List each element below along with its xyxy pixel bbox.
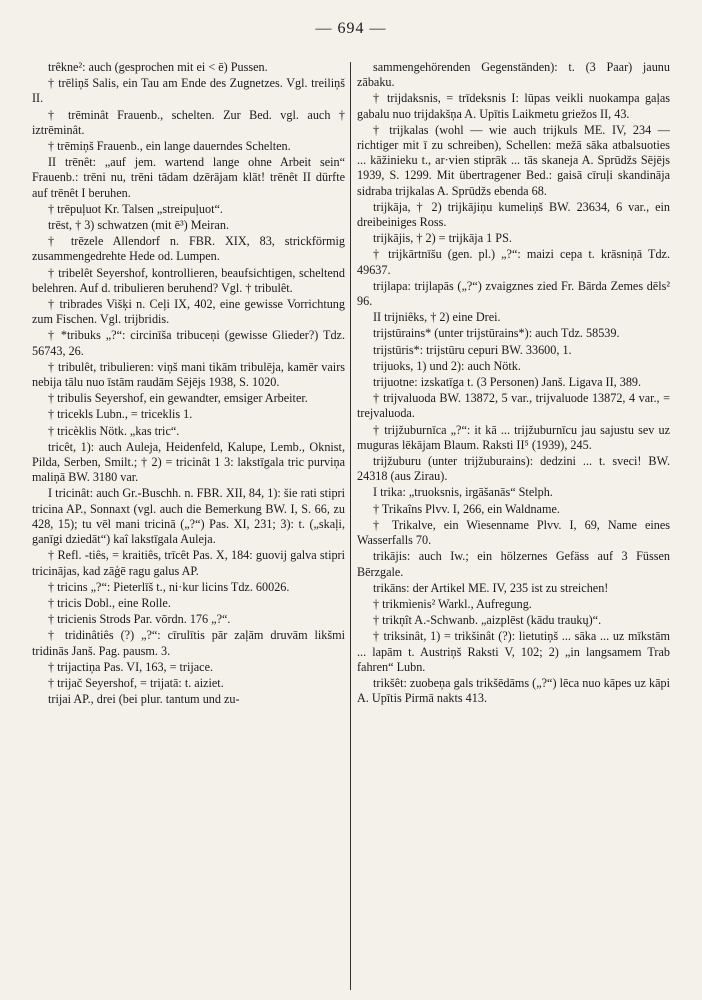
dictionary-entry: † trikņît A.-Schwanb. „aizplēst (kādu traukų)“. (373, 613, 602, 628)
dictionary-entry: † tricekls Lubn., = triceklis 1. (48, 407, 193, 422)
dictionary-entry: trijlapa: trijlapās („?“) zvaigznes zied Fr. Bārda Zemes dēls² 96. (357, 278, 670, 309)
dictionary-entry: † triksinât, 1) = trikšinât (?): lietutiņš ... sāka ... uz mīkstām ... lapām t. Austriņš Raksti V, 102; 2) „in langsamem Trab fahren“ Lubn. (357, 629, 670, 674)
dictionary-entry: † trēmiņš Frauenb., ein lange dauerndes Schelten. (48, 139, 291, 154)
dictionary-entry: trijstūrains* (unter trijstūrains*): auch Tdz. 58539. (373, 326, 620, 341)
dictionary-entry: † Trikaîns Plvv. I, 266, ein Waldname. (373, 501, 560, 516)
dictionary-entry: † trijkalas (wohl — wie auch trijkuls ME. IV, 234 — richtiger mit ī zu schreiben), Schellen: mežā sāka atbalsuoties ... kāžinieku t., ar·vien stiprāk ... tās skaneja A. Sprūdžs Sējējs 1939, S. 1299. Mit übertragener Bed.: gaisā cīruļi skandināja sidraba trijkalas A. Sprūdžs ebenda 68. (357, 122, 670, 198)
dictionary-entry: trijžuburu (unter trijžuburains): dedzini ... t. sveci! BW. 24318 (aus Zirau). (357, 454, 670, 484)
dictionary-entry: trijai AP., drei (bei plur. tantum und zu- (48, 692, 240, 707)
dictionary-entry: I trika: „truoksnis, irgāšanās“ Stelph. (373, 485, 553, 500)
dictionary-entry: trijstūris*: trijstūru cepuri BW. 33600, 1. (373, 342, 572, 357)
dictionary-entry: trijkājis, † 2) = trijkāja 1 PS. (373, 231, 512, 246)
dictionary-entry: † trijvaluoda BW. 13872, 5 var., trijvaluode 13872, 4 var., = trejvaluoda. (357, 391, 670, 421)
dictionary-entry: † tribulis Seyershof, ein gewandter, emsiger Arbeiter. (48, 391, 308, 406)
dictionary-entry: † trēliņš Salis, ein Tau am Ende des Zugnetzes. Vgl. treiliņš II. (32, 76, 345, 106)
column-divider (350, 62, 351, 990)
dictionary-entry: † trijkārtnīšu (gen. pl.) „?“: maizi cepa t. krāsniņā Tdz. 49637. (357, 247, 670, 277)
dictionary-entry: † trēminât Frauenb., schelten. Zur Bed. vgl. auch † iztrēminât. (32, 107, 345, 137)
dictionary-entry: † trijactiņa Pas. VI, 163, = trijace. (48, 659, 214, 674)
dictionary-entry: trēst, † 3) schwatzen (mit ē³) Meiran. (48, 218, 229, 233)
dictionary-entry: † tricèklis Nötk. „kas tric“. (48, 423, 180, 438)
dictionary-entry: † trikmìenis² Warkl., Aufregung. (373, 596, 532, 611)
dictionary-entry: † tricienis Strods Par. vōrdn. 176 „?“. (48, 612, 231, 627)
right-column (357, 60, 670, 995)
page-number: — 694 — (315, 20, 387, 37)
dictionary-entry: trikāns: der Artikel ME. IV, 235 ist zu streichen! (373, 580, 609, 595)
dictionary-entry: † tribrades Višķi n. Ceļi IX, 402, eine gewisse Vorrichtung zum Fischen. Vgl. trijbridis. (32, 297, 345, 327)
dictionary-entry: † tricins „?“: Pieterlīš t., ni·kur licins Tdz. 60026. (48, 579, 290, 594)
dictionary-entry: trikājis: auch Iw.; ein hölzernes Gefäss auf 3 Füssen Bērzgale. (357, 549, 670, 579)
dictionary-entry: † trēzele Allendorf n. FBR. XIX, 83, strickförmig zusammengedrehte Hede od. Lumpen. (32, 234, 345, 264)
dictionary-entry: II trijniêks, † 2) eine Drei. (373, 310, 501, 325)
dictionary-entry: trijuotne: izskatīga t. (3 Personen) Janš. Ligava II, 389. (373, 375, 642, 390)
dictionary-entry: trijuoks, 1) und 2): auch Nötk. (373, 358, 521, 373)
dictionary-entry: † trijdaksnis, = trīdeksnis I: lūpas veikli nuokampa gaļas gabalu nuo trijdakšņa A. Upītis Laikmetu griežos II, 43. (357, 91, 670, 121)
dictionary-entry: † trijač Seyershof, = trijatā: t. aiziet. (48, 675, 224, 690)
dictionary-entry: † trēpuļuot Kr. Talsen „streipuļuot“. (48, 201, 223, 216)
dictionary-entry: tricêt, 1): auch Auleja, Heidenfeld, Kalupe, Lemb., Oknist, Pilda, Serben, Smilt.; † 2) = tricinât 1 3: lakstīgala tric purviņa maliņā BW. 3180 var. (32, 439, 345, 485)
dictionary-entry: I tricinât: auch Gr.-Buschh. n. FBR. XII, 84, 1): šie rati stipri tricina AP., Sonnaxt (vgl. auch die Bemerkung BW. I, S. 66, zu 428, 15); tu vēl mani tricinā („?“) Pas. XI, 231; 3): t. („skaļi, ganīgi dziedāt“) kaî lakstīgala Auleja. (32, 486, 345, 547)
dictionary-entry: † Refl. -tiês, = kraitiês, trīcêt Pas. X, 184: guovij galva stipri tricinājas, kad zāģē ragu galus AP. (32, 548, 345, 578)
dictionary-entry: trikšêt: zuobeņa gals trikšēdāms („?“) lēca nuo kāpes uz kāpi A. Upītis Pirmā nakts 413. (357, 675, 670, 706)
dictionary-entry: † Trikalve, ein Wiesenname Plvv. I, 69, Name eines Wasserfalls 70. (357, 517, 670, 548)
dictionary-entry: † *tribuks „?“: circinīša tribuceņi (gewisse Glieder?) Tdz. 56743, 26. (32, 328, 345, 358)
dictionary-entry: trêkne²: auch (gesprochen mit ei < ē) Pussen. (48, 60, 268, 74)
dictionary-entry: † tricis Dobl., eine Rolle. (48, 595, 171, 610)
dictionary-entry: trijkāja, † 2) trijkājiņu kumeliņš BW. 23634, 6 var., ein dreibeiniges Ross. (357, 199, 670, 230)
dictionary-entry: sammengehörenden Gegenständen): t. (3 Paar) jaunu zābaku. (357, 60, 670, 90)
left-column (32, 60, 345, 995)
dictionary-entry: † tribulêt, tribulieren: viņš mani tikām tribulēja, kamēr vairs nebija tālu nuo īstām raudām Sējējs 1938, S. 1020. (32, 359, 345, 390)
dictionary-entry: † tribelêt Seyershof, kontrollieren, beaufsichtigen, scheltend belehren. Auf d. tribulieren beruhend? Vgl. † tribulêt. (32, 265, 345, 295)
dictionary-entry: II trēnêt: „auf jem. wartend lange ohne Arbeit sein“ Frauenb.: trēni nu, trēni tādam dzērājam klāt! trēnêt II dürfte auf trēnêt I beruhen. (32, 155, 345, 200)
dictionary-entry: † tridinâtiês (?) „?“: cīrulītis pār zaļām druvām likšmi tridinās Janš. Pag. pausm. 3. (32, 628, 345, 658)
dictionary-entry: † trijžuburnīca „?“: it kā ... trijžuburnīcu jau sajustu sev uz muguras lēkājam Blaum. Raksti II⁵ (1939), 245. (357, 422, 670, 452)
